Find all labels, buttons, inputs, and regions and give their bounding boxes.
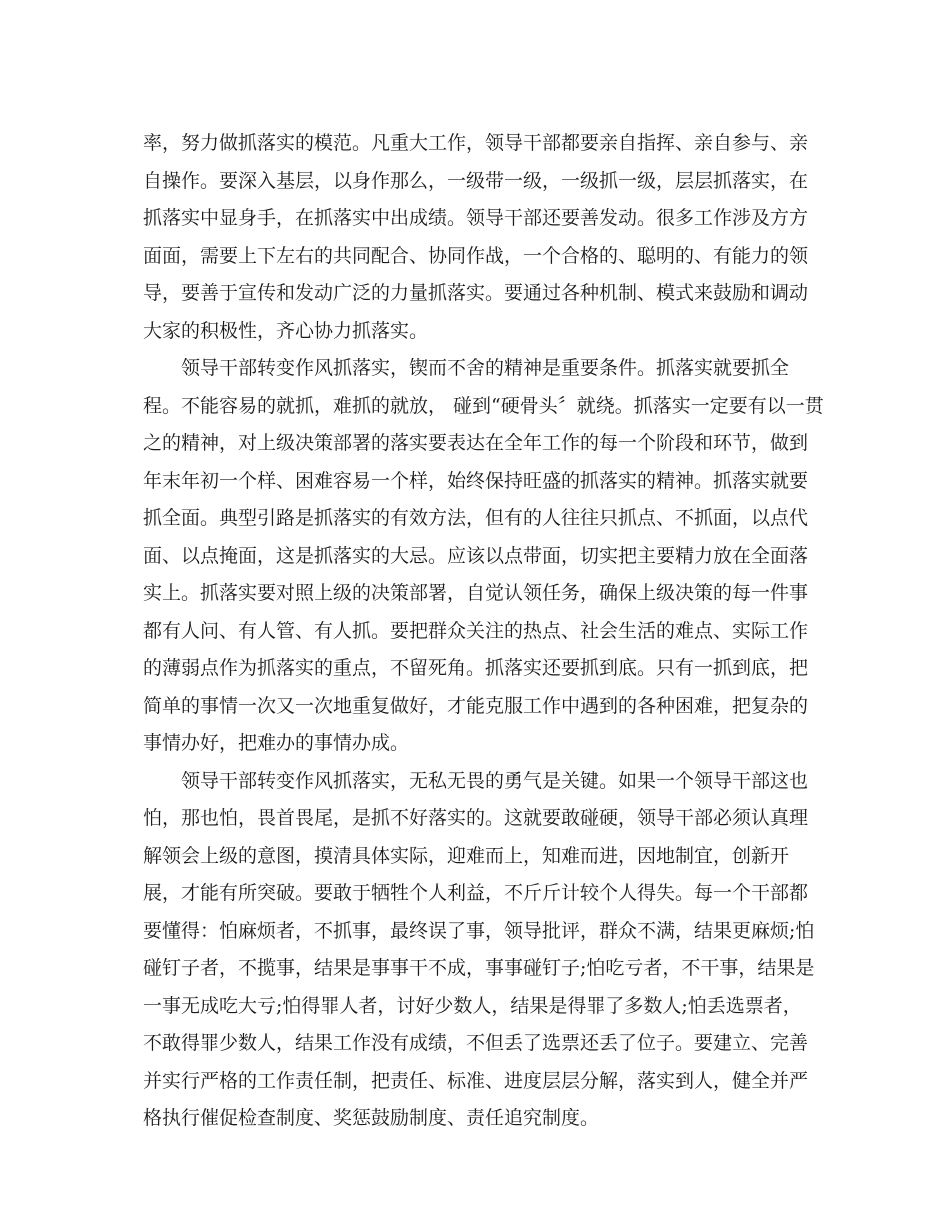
- text-line: 抓全面。典型引路是抓落实的有效方法，但有的人往往只抓点、不抓面，以点代: [143, 507, 809, 529]
- text-line: 大家的积极性，齐心协力抓落实。: [143, 319, 429, 342]
- text-line: 要懂得：怕麻烦者，不抓事，最终误了事，领导批评，群众不满，结果更麻烦;怕: [143, 919, 815, 942]
- text-line: 展，才能有所突破。要敢于牺牲个人利益，不斤斤计较个人得失。每一个干部都: [143, 882, 809, 904]
- text-line: 面、以点掩面，这是抓落实的大忌。应该以点带面，切实把主要精力放在全面落: [143, 544, 809, 567]
- text-line: 领导干部转变作风抓落实，锲而不舍的精神是重要条件。抓落实就要抓全: [143, 357, 790, 379]
- text-line: 率，努力做抓落实的模范。凡重大工作，领导干部都要亲自指挥、亲自参与、亲: [143, 132, 809, 154]
- text-line: 年末年初一个样、困难容易一个样，始终保持旺盛的抓落实的精神。抓落实就要: [143, 469, 809, 492]
- text-line: 碰钉子者，不揽事，结果是事事干不成，事事碰钉子;怕吃亏者，不干事，结果是: [143, 957, 815, 979]
- text-line: 事情办好，把难办的事情办成。: [143, 732, 410, 754]
- text-line: 一事无成吃大亏;怕得罪人者，讨好少数人，结果是得罪了多数人;怕丢选票者，: [143, 994, 802, 1017]
- text-line: 怕，那也怕，畏首畏尾，是抓不好落实的。这就要敢碰硬，领导干部必须认真理: [143, 807, 809, 829]
- text-line: 抓落实中显身手，在抓落实中出成绩。领导干部还要善发动。很多工作涉及方方: [143, 207, 809, 229]
- document-body: [143, 125, 824, 1138]
- text-line: 解领会上级的意图，摸清具体实际，迎难而上，知难而进，因地制宜，创新开: [143, 844, 790, 867]
- text-line: 不敢得罪少数人，结果工作没有成绩，不但丢了选票还丢了位子。要建立、完善: [143, 1032, 809, 1054]
- text-line: 自操作。要深入基层，以身作那么，一级带一级，一级抓一级，层层抓落实，在: [143, 169, 809, 192]
- paragraph-3: [143, 763, 815, 1138]
- text-line: 程。不能容易的就抓，难抓的就放， 碰到“硬骨头〞就绕。抓落实一定要有以一贯: [143, 394, 824, 417]
- text-line: 实上。抓落实要对照上级的决策部署，自觉认领任务，确保上级决策的每一件事: [143, 582, 809, 604]
- text-line: 格执行催促检查制度、奖惩鼓励制度、责任追究制度。: [143, 1107, 600, 1129]
- text-line: 领导干部转变作风抓落实，无私无畏的勇气是关键。如果一个领导干部这也: [143, 769, 809, 792]
- text-line: 简单的事情一次又一次地重复做好，才能克服工作中遇到的各种困难，把复杂的: [143, 694, 809, 717]
- text-line: 的薄弱点作为抓落实的重点，不留死角。抓落实还要抓到底。只有一抓到底，把: [143, 657, 809, 679]
- text-line: 之的精神，对上级决策部署的落实要表达在全年工作的每一个阶段和环节，做到: [143, 432, 809, 454]
- paragraph-1: [143, 125, 807, 350]
- text-line: 并实行严格的工作责任制，把责任、标准、进度层层分解，落实到人，健全并严: [143, 1069, 809, 1092]
- text-line: 导，要善于宣传和发动广泛的力量抓落实。要通过各种机制、模式来鼓励和调动: [143, 282, 809, 304]
- text-line: 都有人问、有人管、有人抓。要把群众关注的热点、社会生活的难点、实际工作: [143, 619, 809, 642]
- text-line: 面面，需要上下左右的共同配合、协同作战，一个合格的、聪明的、有能力的领: [143, 244, 809, 267]
- paragraph-2: [143, 350, 824, 763]
